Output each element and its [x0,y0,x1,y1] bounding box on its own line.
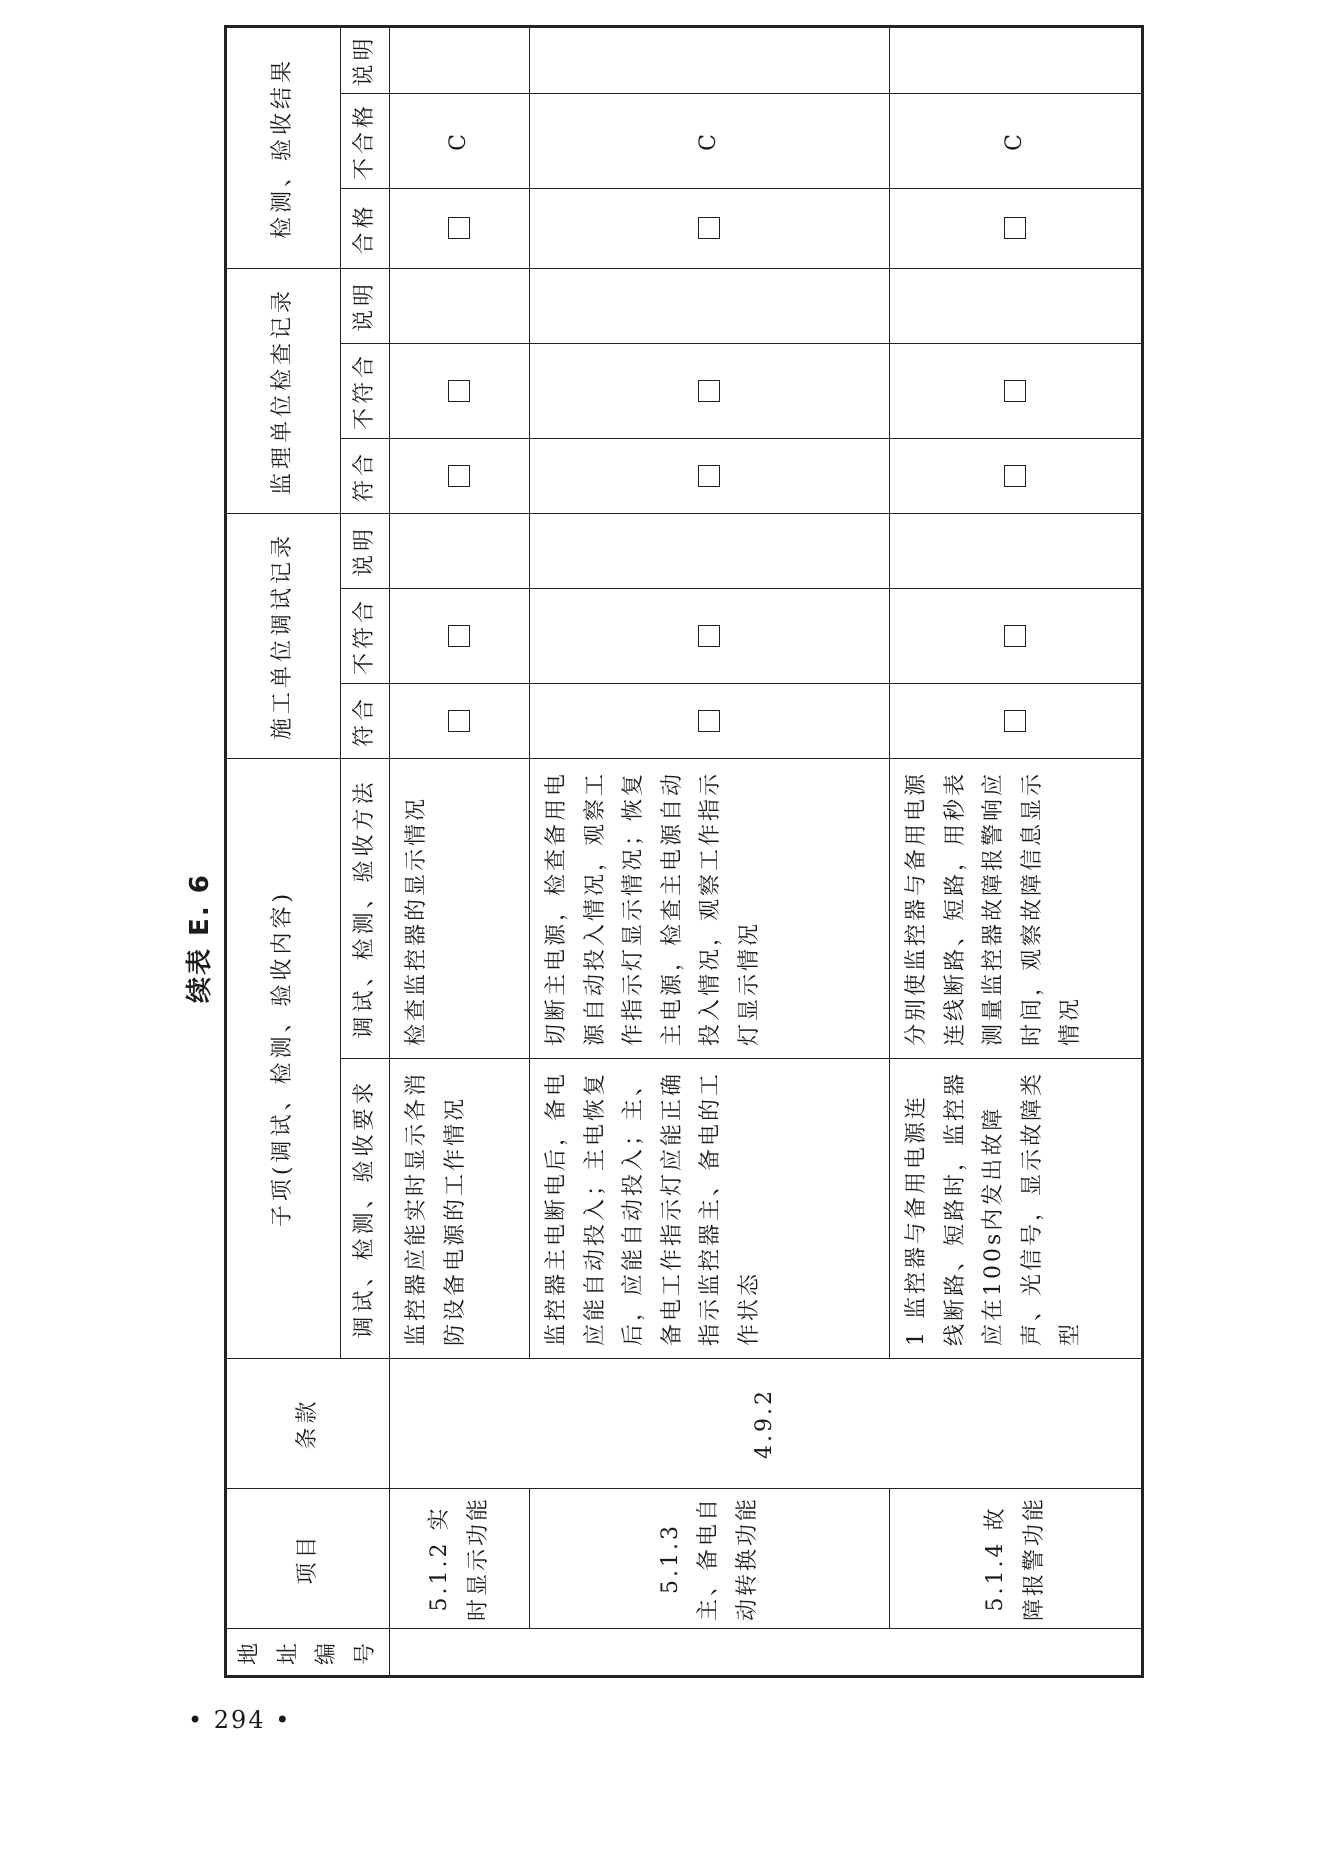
fail-mark[interactable]: C [1002,131,1028,151]
result-note-header: 说明 [341,26,390,93]
constr-note-header: 说明 [341,513,390,588]
superv-conform-cell [890,438,1143,513]
checkbox[interactable] [1004,380,1026,402]
checkbox[interactable] [698,217,720,239]
checkbox[interactable] [1004,465,1026,487]
constr-note-cell [890,513,1143,588]
superv-note-cell [890,268,1143,343]
result-pass-cell [390,188,530,268]
item-cell: 5.1.2 实时显示功能 [390,1489,530,1629]
constr-note-cell [390,513,530,588]
addr-cell [390,1629,1143,1677]
constr-conform-cell [890,683,1143,758]
superv-conform-cell [390,438,530,513]
constr-nonconform-cell [890,588,1143,683]
header-row-1 [226,26,341,1676]
result-header: 检测、验收结果 [226,26,341,268]
result-pass-header: 合格 [341,188,390,268]
checkbox[interactable] [1004,710,1026,732]
page-number: • 294 • [188,1706,292,1734]
checkbox[interactable] [448,465,470,487]
result-note-cell [390,26,530,93]
checkbox[interactable] [448,710,470,732]
item-cell: 5.1.3 主、备电自动转换功能 [530,1489,890,1629]
constr-nonconform-cell [390,588,530,683]
table-title: 续表 E. 6 [185,873,215,1003]
constr-conform-header: 符合 [341,683,390,758]
table-row [390,26,530,1676]
checkbox[interactable] [1004,217,1026,239]
req-cell: 监控器主电断电后，备电应能自动投入；主电恢复后，应能自动投入；主、备电工作指示灯应能正确指示监控器主、备电的工作状态 [530,1059,890,1359]
result-pass-cell [890,188,1143,268]
superv-nonconform-cell [530,343,890,438]
supervision-header: 监理单位检查记录 [226,268,341,513]
acceptance-table-rotated [224,34,1129,1678]
method-cell: 切断主电源，检查备用电源自动投入情况，观察工作指示灯显示情况；恢复主电源，检查主电源自动投入情况，观察工作指示灯显示情况 [530,758,890,1058]
superv-note-header: 说明 [341,268,390,343]
superv-nonconform-cell [390,343,530,438]
req-cell: 1 监控器与备用电源连线断路、短路时，监控器应在100s内发出故障声、光信号，显示故障类型 [890,1059,1143,1359]
req-header: 调试、检测、验收要求 [341,1059,390,1359]
constr-nonconform-cell [530,588,890,683]
superv-conform-header: 符合 [341,438,390,513]
result-fail-cell [390,93,530,188]
method-header: 调试、检测、验收方法 [341,758,390,1058]
superv-note-cell [390,268,530,343]
checkbox[interactable] [448,380,470,402]
result-note-cell [890,26,1143,93]
acceptance-table [224,25,1144,1678]
checkbox[interactable] [448,625,470,647]
checkbox[interactable] [1004,625,1026,647]
addr-header: 地址编号 [226,1629,390,1677]
result-pass-cell [530,188,890,268]
superv-note-cell [530,268,890,343]
checkbox[interactable] [448,217,470,239]
checkbox[interactable] [698,710,720,732]
result-fail-cell [530,93,890,188]
constr-note-cell [530,513,890,588]
constr-conform-cell [530,683,890,758]
fail-mark[interactable]: C [696,131,722,151]
subitem-header: 子项(调试、检测、验收内容) [226,758,341,1358]
superv-conform-cell [530,438,890,513]
req-cell: 监控器应能实时显示各消防设备电源的工作情况 [390,1059,530,1359]
clause-cell: 4.9.2 [390,1359,1143,1489]
checkbox[interactable] [698,625,720,647]
result-note-cell [530,26,890,93]
fail-mark[interactable]: C [446,131,472,151]
constr-conform-cell [390,683,530,758]
result-fail-cell [890,93,1143,188]
item-cell: 5.1.4 故障报警功能 [890,1489,1143,1629]
checkbox[interactable] [698,380,720,402]
method-cell: 检查监控器的显示情况 [390,758,530,1058]
item-header: 项目 [226,1489,390,1629]
clause-header: 条款 [226,1359,390,1489]
construction-header: 施工单位调试记录 [226,513,341,758]
superv-nonconform-header: 不符合 [341,343,390,438]
superv-nonconform-cell [890,343,1143,438]
constr-nonconform-header: 不符合 [341,588,390,683]
result-fail-header: 不合格 [341,93,390,188]
method-cell: 分别使监控器与备用电源连线断路、短路，用秒表测量监控器故障报警响应时间，观察故障信息显示情况 [890,758,1143,1058]
checkbox[interactable] [698,465,720,487]
